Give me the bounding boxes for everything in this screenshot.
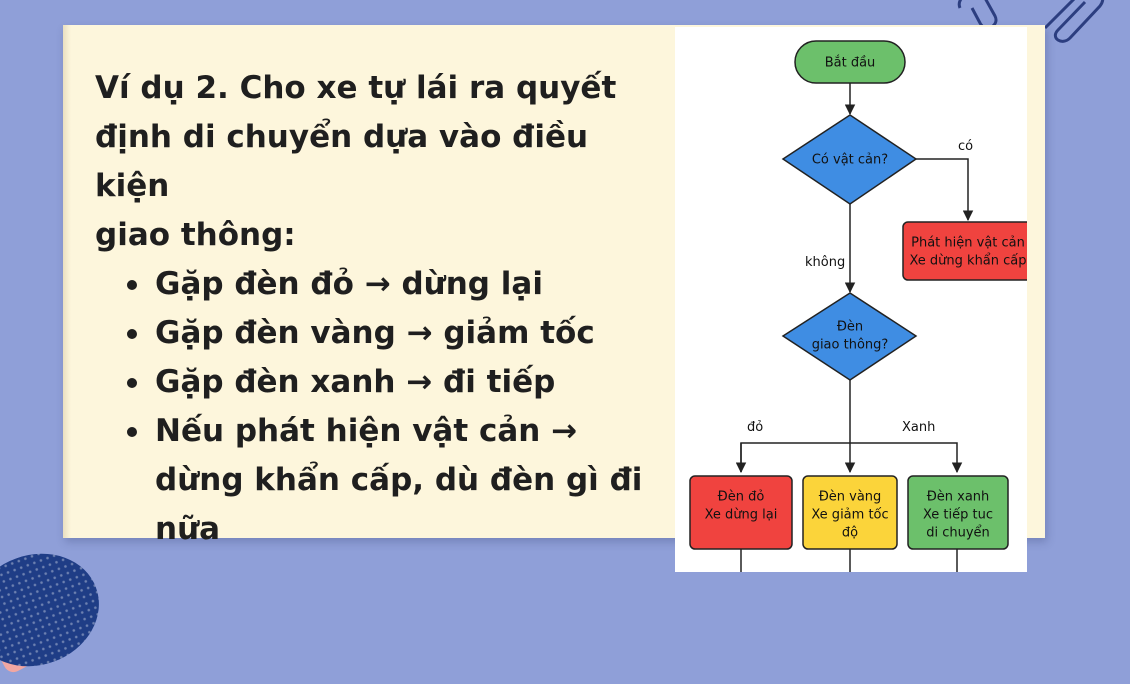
heading-line-1: Ví dụ 2. Cho xe tự lái ra quyết	[95, 70, 617, 106]
green-light-line-1: Đèn xanh	[926, 489, 990, 505]
no-edge-label: không	[805, 255, 846, 270]
traffic-light-decision-line-1: Đèn	[836, 319, 864, 335]
red-light-line-2: Xe dừng lại	[704, 507, 778, 523]
rule-yellow-light: Gặp đèn vàng → giảm tốc	[155, 309, 665, 358]
obstacle-action-line-2: Xe dừng khẩn cấp	[909, 253, 1027, 269]
traffic-light-decision-line-2: giao thông?	[811, 337, 889, 353]
heading-line-2: định di chuyển dựa vào điều kiện	[95, 119, 589, 204]
red-light-line-1: Đèn đỏ	[717, 489, 765, 505]
start-label: Bắt đầu	[824, 55, 876, 71]
paper-edge-shadow	[63, 25, 71, 538]
edge-obstacle-yes	[916, 159, 968, 220]
rule-obstacle	[155, 407, 665, 554]
rule-obstacle-line-2: dừng khẩn cấp, dù đèn gì đi	[155, 462, 643, 498]
flowchart-panel	[675, 27, 1027, 572]
yes-edge-label: có	[958, 139, 974, 154]
traffic-light-decision-node	[783, 293, 916, 380]
rule-green-light: Gặp đèn xanh → đi tiếp	[155, 358, 665, 407]
yellow-light-line-1: Đèn vàng	[818, 489, 882, 505]
green-light-line-3: di chuyển	[926, 525, 990, 541]
flowchart-svg	[675, 27, 1027, 572]
edge-light-branches	[741, 443, 957, 472]
obstacle-action-line-1: Phát hiện vật cản	[911, 235, 1025, 251]
rules-list	[95, 260, 665, 554]
yellow-light-line-3: độ	[841, 525, 859, 541]
yellow-light-line-2: Xe giảm tốc	[811, 507, 889, 523]
heading-line-3: giao thông:	[95, 217, 296, 253]
obstacle-decision-label: Có vật cản?	[811, 152, 889, 168]
obstacle-action-node	[903, 222, 1027, 280]
example-text-block	[95, 64, 665, 554]
green-edge-label: Xanh	[902, 420, 936, 435]
rule-obstacle-line-1: Nếu phát hiện vật cản →	[155, 413, 578, 449]
rule-obstacle-line-3: nữa	[155, 511, 221, 547]
green-light-line-2: Xe tiếp tuc	[922, 507, 994, 523]
red-edge-label: đỏ	[747, 420, 764, 435]
navy-dotted-blob-decoration	[0, 536, 115, 684]
rule-red-light: Gặp đèn đỏ → dừng lại	[155, 260, 665, 309]
